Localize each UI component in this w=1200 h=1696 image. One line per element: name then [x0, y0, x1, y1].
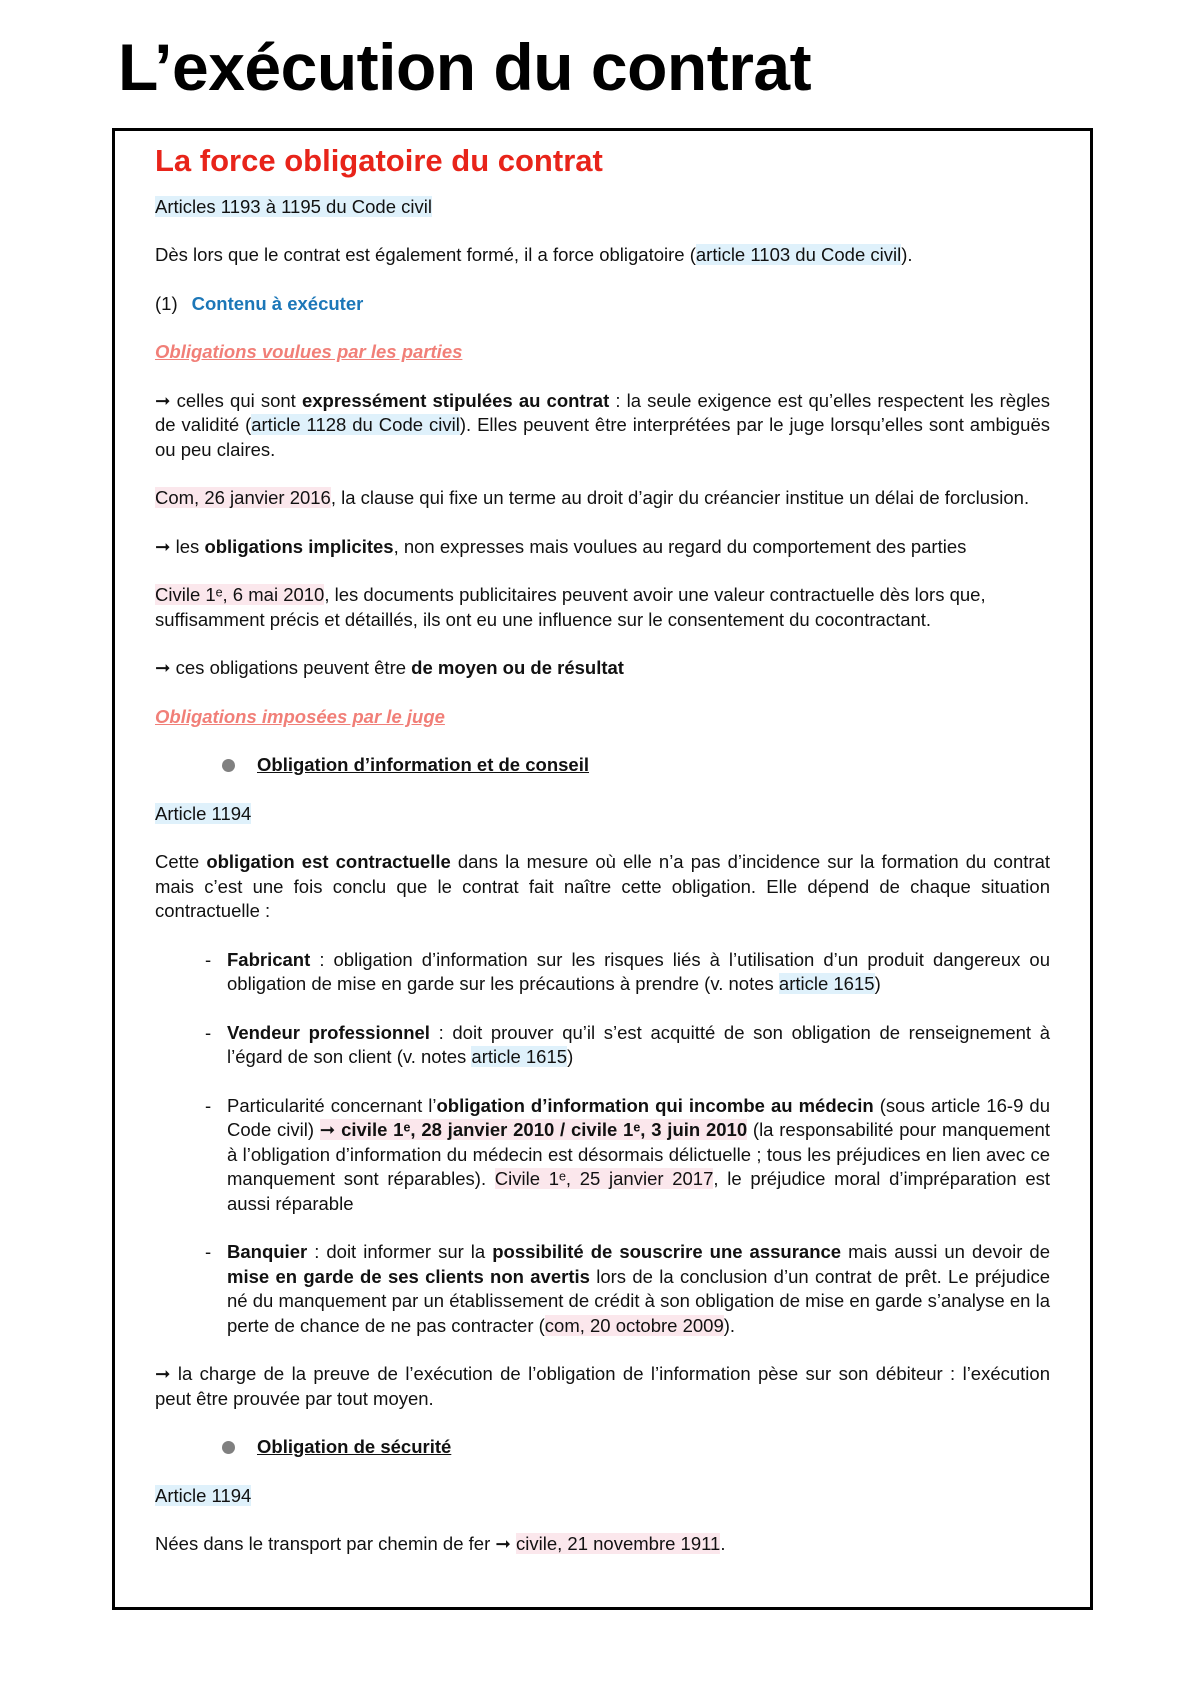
stipulees-text: : la seule exigence est qu’elles respectent les règles de validité (	[155, 389, 1051, 436]
intro-end: ).	[901, 244, 913, 266]
intro-paragraph	[155, 243, 1050, 268]
medecin-t4: , le préjudice moral d’impréparation est aussi réparable	[227, 1168, 1050, 1214]
civ2010-text: , les documents publicitaires peuvent avoir une valeur contractuelle dès lors que, suffisamment précis et détaillés, ils ont eu une influence sur le consentement du cocontractant.	[155, 584, 986, 630]
vendeur-bold: Vendeur professionnel	[227, 1021, 430, 1043]
intro-ref: article 1103 du Code civil	[695, 244, 902, 266]
civ2010-paragraph	[155, 583, 1050, 632]
part-number: (1)	[155, 292, 178, 314]
vendeur-end: )	[567, 1046, 574, 1068]
fer-paragraph	[155, 1532, 1050, 1557]
content-box	[112, 128, 1093, 1610]
implicites-text: , non expresses mais voulues au regard du comportement des parties	[393, 535, 967, 557]
banquier-b2: possibilité de souscrire une assurance	[492, 1241, 842, 1263]
bullet-information	[222, 753, 1050, 778]
banquier-t2: mais aussi un devoir de	[841, 1241, 1050, 1263]
stipulees-paragraph	[155, 389, 1050, 463]
medecin-t2: (sous article 16-9 du Code civil)	[227, 1094, 1050, 1141]
medecin-b1: obligation d’information qui incombe au médecin	[436, 1094, 874, 1116]
bullet-information-label: Obligation d’information et de conseil	[257, 754, 589, 776]
article-1194-a-ref: Article 1194	[155, 802, 252, 824]
moyen-bold: de moyen ou de résultat	[411, 657, 624, 679]
banquier-t3: lors de la conclusion d’un contrat de prêt. Le préjudice né du manquement par un établissement de crédit à son obligation de mise en garde s’analyse en la perte de chance de ne pas contracter (	[227, 1265, 1050, 1336]
bullet-dot-icon	[222, 1441, 235, 1454]
dash-marker: -	[205, 1241, 212, 1263]
fabricant-text: : obligation d’information sur les risques liés à l’utilisation d’un produit dangereux ou obligation de mise en garde sur les précautions à prendre (v. notes	[227, 948, 1050, 995]
banquier-t1: : doit informer sur la	[307, 1241, 493, 1263]
contractuelle-start: Cette	[155, 851, 207, 873]
articles-reference	[155, 195, 1050, 220]
contractuelle-bold: obligation est contractuelle	[206, 851, 451, 873]
dash-marker: -	[205, 948, 212, 970]
fer-ref: civile, 21 novembre 1911	[516, 1533, 721, 1555]
stipulees-bold: expressément stipulées au contrat	[301, 389, 610, 411]
civ2010-ref: Civile 1ᵉ, 6 mai 2010	[155, 584, 325, 606]
stipulees-ref: article 1128 du Code civil	[251, 414, 460, 436]
imposees-heading-text: Obligations imposées par le juge	[155, 705, 445, 727]
stipulees-arrow: ➞ celles qui sont	[155, 389, 302, 411]
bullet-dot-icon	[222, 759, 235, 772]
article-1194-a	[155, 802, 1050, 827]
part-heading	[155, 292, 1050, 317]
voulues-heading-text: Obligations voulues par les parties	[155, 341, 463, 363]
fer-text: Nées dans le transport par chemin de fer ➞	[155, 1533, 517, 1555]
implicites-paragraph	[155, 535, 1050, 560]
contractuelle-paragraph	[155, 850, 1050, 924]
section-title: La force obligatoire du contrat	[155, 143, 603, 178]
dash-marker: -	[205, 1021, 212, 1043]
situations-list	[155, 948, 1050, 1339]
medecin-t1: Particularité concernant l’	[227, 1094, 437, 1116]
list-item-medecin	[155, 1094, 1050, 1217]
implicites-arrow: ➞ les	[155, 535, 205, 557]
implicites-bold: obligations implicites	[204, 535, 394, 557]
medecin-b2: ➞ civile 1ᵉ, 28 janvier 2010 / civile 1ᵉ, 3 juin 2010	[319, 1119, 748, 1141]
article-1194-b-ref: Article 1194	[155, 1484, 252, 1506]
fabricant-bold: Fabricant	[227, 948, 311, 970]
moyen-text: ➞ ces obligations peuvent être	[155, 657, 412, 679]
fabricant-ref: article 1615	[778, 973, 875, 995]
stipulees-end: ). Elles peuvent être interprétées par le juge lorsqu’elles sont ambiguës ou peu claires.	[155, 414, 1051, 460]
banquier-b1: Banquier	[227, 1241, 308, 1263]
bullet-securite	[222, 1435, 1050, 1460]
page-title: L’exécution du contrat	[118, 30, 812, 104]
vendeur-ref: article 1615	[471, 1046, 568, 1068]
list-item-banquier	[155, 1240, 1050, 1338]
moyen-paragraph	[155, 656, 1050, 681]
com2016-ref: Com, 26 janvier 2016	[155, 487, 331, 509]
charge-paragraph: ➞ la charge de la preuve de l’exécution de l’obligation de l’information pèse sur son débiteur : l’exécution peut être prouvée par tout moyen.	[155, 1363, 1050, 1409]
intro-text: Dès lors que le contrat est également formé, il a force obligatoire (	[155, 244, 696, 266]
contractuelle-text: dans la mesure où elle n’a pas d’incidence sur la formation du contrat mais c’est une fois conclu que le contrat fait naître cette obligation. Elle dépend de chaque situation contractuelle :	[155, 851, 1050, 922]
banquier-b3: mise en garde de ses clients non avertis	[227, 1265, 590, 1287]
fer-end: .	[720, 1533, 726, 1555]
part-title: Contenu à exécuter	[191, 292, 364, 314]
voulues-heading	[155, 340, 1050, 365]
com2016-text: , la clause qui fixe un terme au droit d’agir du créancier institue un délai de forclusion.	[330, 487, 1030, 509]
bullet-securite-label: Obligation de sécurité	[257, 1436, 452, 1458]
list-item-vendeur	[155, 1021, 1050, 1070]
medecin-ref: Civile 1ᵉ, 25 janvier 2017	[494, 1168, 714, 1190]
vendeur-text: : doit prouver qu’il s’est acquitté de son obligation de renseignement à l’égard de son client (v. notes	[227, 1021, 1050, 1068]
medecin-t3: (la responsabilité pour manquement à l’obligation d’information du médecin est désormais délictuelle ; tous les préjudices en lien avec ce manquement sont réparables).	[227, 1119, 1050, 1190]
list-item-fabricant	[155, 948, 1050, 997]
banquier-ref: com, 20 octobre 2009	[544, 1314, 724, 1336]
imposees-heading	[155, 705, 1050, 730]
article-1194-b	[155, 1484, 1050, 1509]
fabricant-end: )	[874, 973, 881, 995]
dash-marker: -	[205, 1094, 212, 1116]
com2016-paragraph	[155, 486, 1050, 511]
articles-ref-highlight: Articles 1193 à 1195 du Code civil	[155, 195, 432, 217]
banquier-end: ).	[723, 1314, 736, 1336]
